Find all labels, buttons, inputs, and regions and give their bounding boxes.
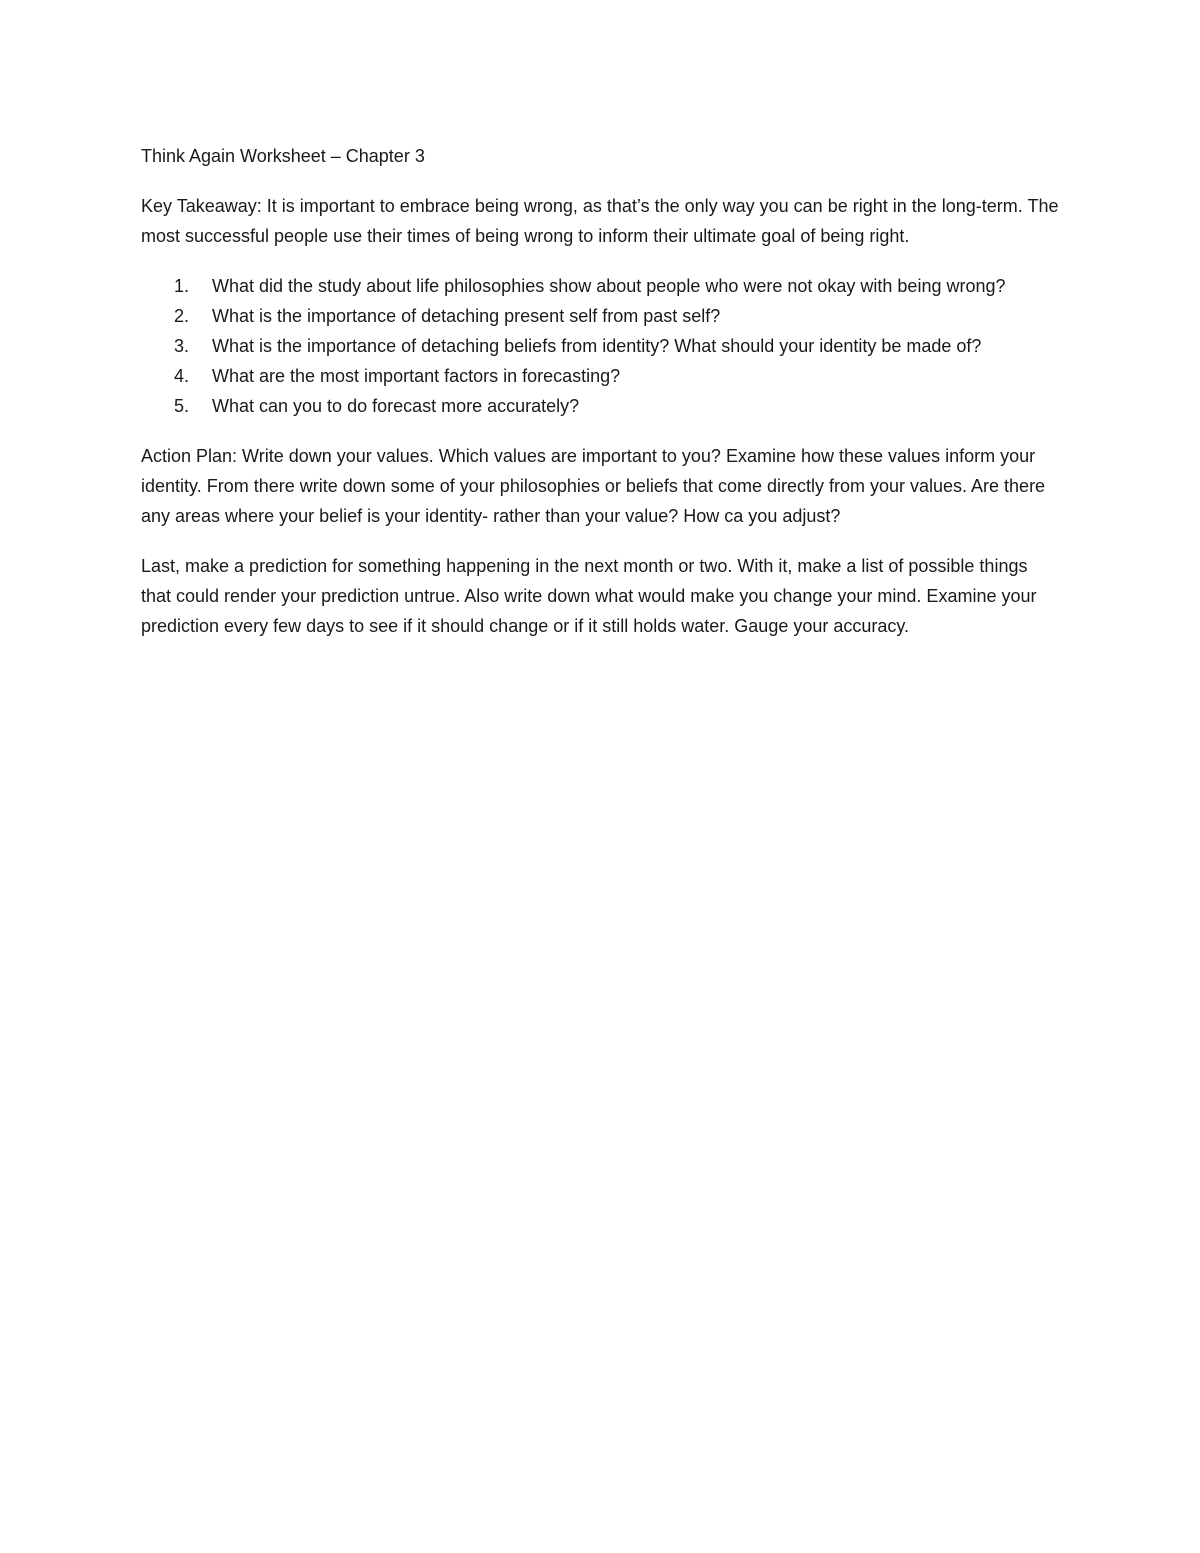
prediction-paragraph: Last, make a prediction for something happening in the next month or two. With it, make a list of possible things that could render your prediction untrue. Also write down what would make you change your mind. Examine your prediction every few days to see if it should change or if it still holds water. Gauge your accuracy. bbox=[141, 556, 1037, 636]
document-title: Think Again Worksheet – Chapter 3 bbox=[141, 146, 425, 166]
question-item bbox=[141, 331, 1061, 361]
question-number: 5. bbox=[174, 396, 190, 416]
question-item bbox=[141, 301, 1061, 331]
question-text: What is the importance of detaching present self from past self? bbox=[212, 306, 721, 326]
question-text: What is the importance of detaching beliefs from identity? What should your identity be made of? bbox=[212, 336, 982, 356]
question-item bbox=[141, 271, 1061, 301]
action-plan-paragraph: Action Plan: Write down your values. Which values are important to you? Examine how these values inform your identity. From there write down some of your philosophies or beliefs that come directly from your values. Are there any areas where your belief is your identity- rather than your value? How ca you adjust? bbox=[141, 446, 1046, 526]
question-item bbox=[141, 361, 1061, 391]
question-number: 2. bbox=[174, 306, 190, 326]
question-number: 1. bbox=[174, 276, 190, 296]
question-text: What can you to do forecast more accurately? bbox=[212, 396, 580, 416]
question-item bbox=[141, 391, 1061, 421]
question-text: What did the study about life philosophies show about people who were not okay with being wrong? bbox=[212, 276, 1006, 296]
document-body bbox=[141, 141, 1061, 661]
question-number: 4. bbox=[174, 366, 190, 386]
question-list bbox=[141, 271, 1061, 421]
key-takeaway-paragraph: Key Takeaway: It is important to embrace being wrong, as that’s the only way you can be right in the long-term. The most successful people use their times of being wrong to inform their ultimate goal of being right. bbox=[141, 196, 1059, 246]
question-text: What are the most important factors in forecasting? bbox=[212, 366, 621, 386]
question-number: 3. bbox=[174, 336, 190, 356]
